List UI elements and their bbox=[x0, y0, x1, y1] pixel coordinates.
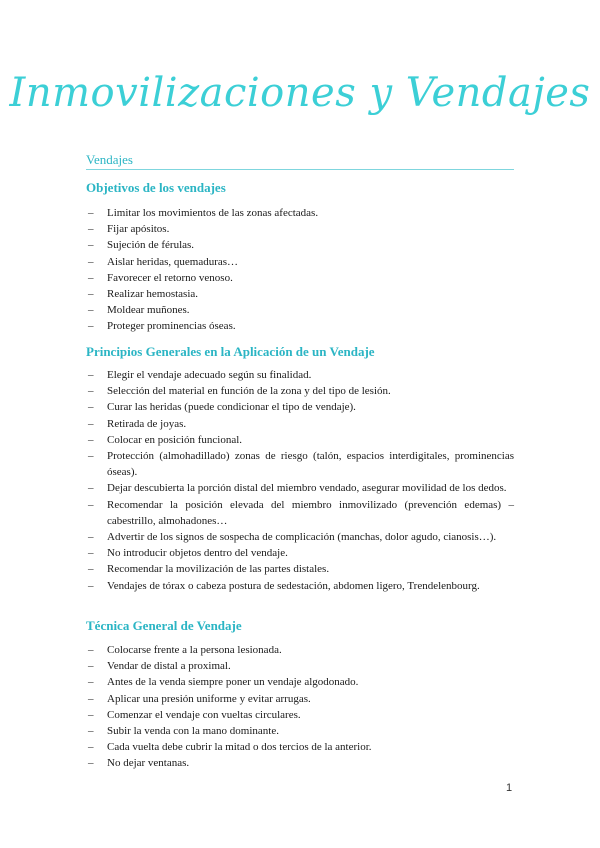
list-item: – Recomendar la posición elevada del miembro inmovilizado (prevención edemas) – cabestrillo, almohadones… bbox=[88, 498, 514, 527]
list-item: – Limitar los movimientos de las zonas afectadas. bbox=[88, 207, 319, 219]
list-item: – Recomendar la movilización de las partes distales. bbox=[88, 563, 330, 576]
list-item: – No introducir objetos dentro del vendaje. bbox=[88, 547, 288, 560]
section-heading: Vendajes bbox=[86, 152, 514, 170]
tecnica-list bbox=[86, 642, 514, 772]
tecnica-heading: Técnica General de Vendaje bbox=[86, 618, 242, 633]
list-item: – Sujeción de férulas. bbox=[88, 239, 195, 252]
list-item: – Subir la venda con la mano dominante. bbox=[88, 725, 279, 738]
list-item: – Vendajes de tórax o cabeza postura de sedestación, abdomen ligero, Trendelenbourg. bbox=[88, 579, 480, 592]
page-number: 1 bbox=[506, 782, 513, 794]
list-item: – Colocarse frente a la persona lesionada. bbox=[88, 644, 282, 656]
list-item: – Elegir el vendaje adecuado según su finalidad. bbox=[88, 369, 312, 381]
list-item: – Protección (almohadillado) zonas de riesgo (talón, espacios interdigitales, prominencias óseas). bbox=[88, 450, 514, 479]
list-item: – Colocar en posición funcional. bbox=[88, 433, 243, 446]
list-item: – Fijar apósitos. bbox=[88, 223, 170, 236]
list-item: – Curar las heridas (puede condicionar el tipo de vendaje). bbox=[88, 401, 356, 414]
list-item: – Favorecer el retorno venoso. bbox=[88, 271, 233, 284]
list-item: – Advertir de los signos de sospecha de complicación (manchas, dolor agudo, cianosis…). bbox=[88, 531, 497, 544]
list-item: – Cada vuelta debe cubrir la mitad o dos tercios de la anterior. bbox=[88, 741, 372, 754]
list-item: – Vendar de distal a proximal. bbox=[88, 660, 231, 673]
objetivos-heading: Objetivos de los vendajes bbox=[86, 180, 226, 195]
principios-list bbox=[86, 367, 514, 594]
list-item: – No dejar ventanas. bbox=[88, 757, 190, 770]
list-item: – Dejar descubierta la porción distal del miembro vendado, asegurar movilidad de los dedos. bbox=[88, 482, 507, 495]
list-item: – Comenzar el vendaje con vueltas circulares. bbox=[88, 708, 301, 721]
principios-heading: Principios Generales en la Aplicación de un Vendaje bbox=[86, 344, 375, 359]
list-item: – Selección del material en función de la zona y del tipo de lesión. bbox=[88, 385, 391, 398]
list-item: – Proteger prominencias óseas. bbox=[88, 320, 236, 333]
list-item: – Retirada de joyas. bbox=[88, 417, 187, 430]
list-item: – Aplicar una presión uniforme y evitar arrugas. bbox=[88, 692, 311, 705]
objetivos-list bbox=[86, 205, 514, 335]
list-item: – Moldear muñones. bbox=[88, 304, 190, 317]
document-title: Inmovilizaciones y Vendajes bbox=[9, 70, 591, 116]
list-item: – Realizar hemostasia. bbox=[88, 288, 199, 301]
list-item: – Antes de la venda siempre poner un vendaje algodonado. bbox=[88, 676, 359, 689]
list-item: – Aislar heridas, quemaduras… bbox=[88, 255, 239, 268]
